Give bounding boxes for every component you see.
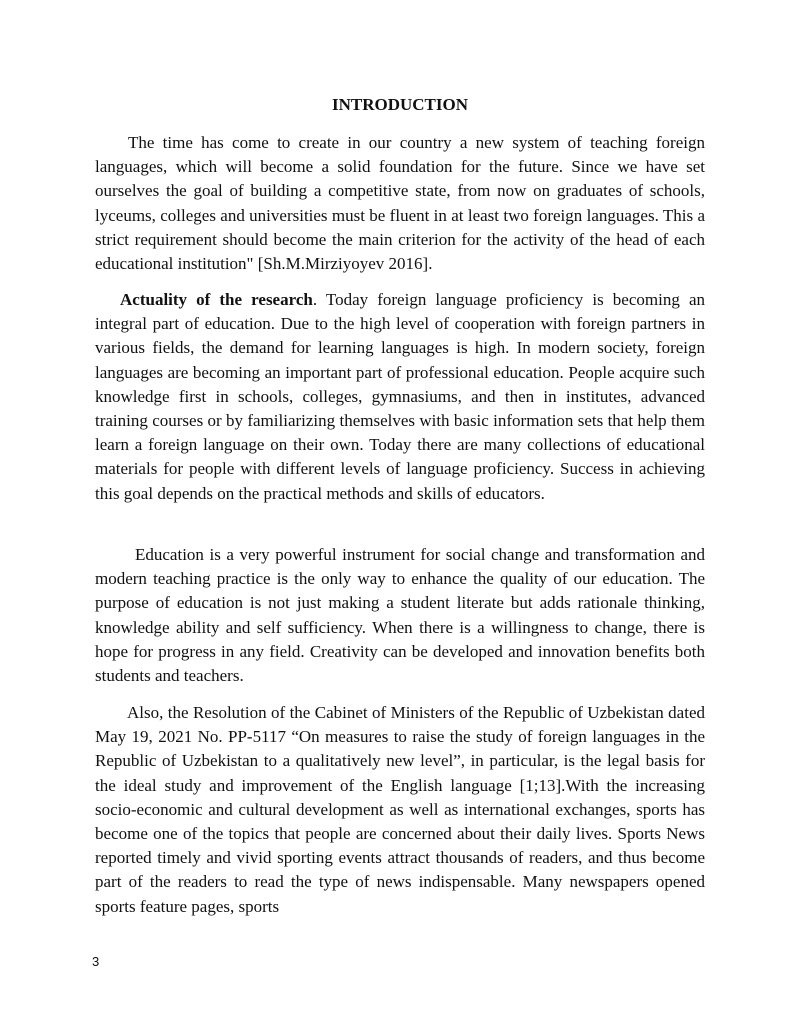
- paragraph-2-text: . Today foreign language proficiency is becoming an integral part of education. Due to the high level of cooperation with foreign partners in various fields, the demand for learning languages is high. In modern society, foreign languages are becoming an important part of professional education. People acquire such knowledge first in schools, colleges, gymnasiums, and then in institutes, advanced training courses or by familiarizing themselves with basic information sets that help them learn a foreign language on their own. Today there are many collections of educational materials for people with different levels of language proficiency. Success in achieving this goal depends on the practical methods and skills of educators.: [95, 290, 705, 503]
- page-number: 3: [92, 954, 100, 969]
- paragraph-2: [95, 288, 705, 506]
- paragraph-3-text: Education is a very powerful instrument for social change and transformation and modern teaching practice is the only way to enhance the quality of our education. The purpose of education is not just making a student literate but adds rationale thinking, knowledge ability and self sufficiency. When there is a willingness to change, there is hope for progress in any field. Creativity can be developed and innovation benefits both students and teachers.: [95, 545, 705, 686]
- paragraph-1: [95, 131, 705, 276]
- paragraph-2-lead: Actuality of the research: [120, 290, 313, 309]
- paragraph-3: [95, 543, 705, 688]
- paragraph-1-text: The time has come to create in our country a new system of teaching foreign languages, which will become a solid foundation for the future. Since we have set ourselves the goal of building a competitive state, from now on graduates of schools, lyceums, colleges and universities must be fluent in at least two foreign languages. This a strict requirement should become the main criterion for the activity of the head of each educational institution" [Sh.M.Mirziyoyev 2016].: [95, 133, 705, 274]
- paragraph-4-text: Also, the Resolution of the Cabinet of Ministers of the Republic of Uzbekistan dated May 19, 2021 No. PP-5117 “On measures to raise the study of foreign languages in the Republic of Uzbekistan to a qualitatively new level”, in particular, is the legal basis for the ideal study and improvement of the English language [1;13].With the increasing socio-economic and cultural development as well as international exchanges, sports has become one of the topics that people are concerned about their daily lives. Sports News reported timely and vivid sporting events attract thousands of readers, and thus become part of the readers to read the type of news indispensable. Many newspapers opened sports feature pages, sports: [95, 703, 705, 916]
- paragraph-4: [95, 701, 705, 919]
- page-title: INTRODUCTION: [331, 95, 469, 114]
